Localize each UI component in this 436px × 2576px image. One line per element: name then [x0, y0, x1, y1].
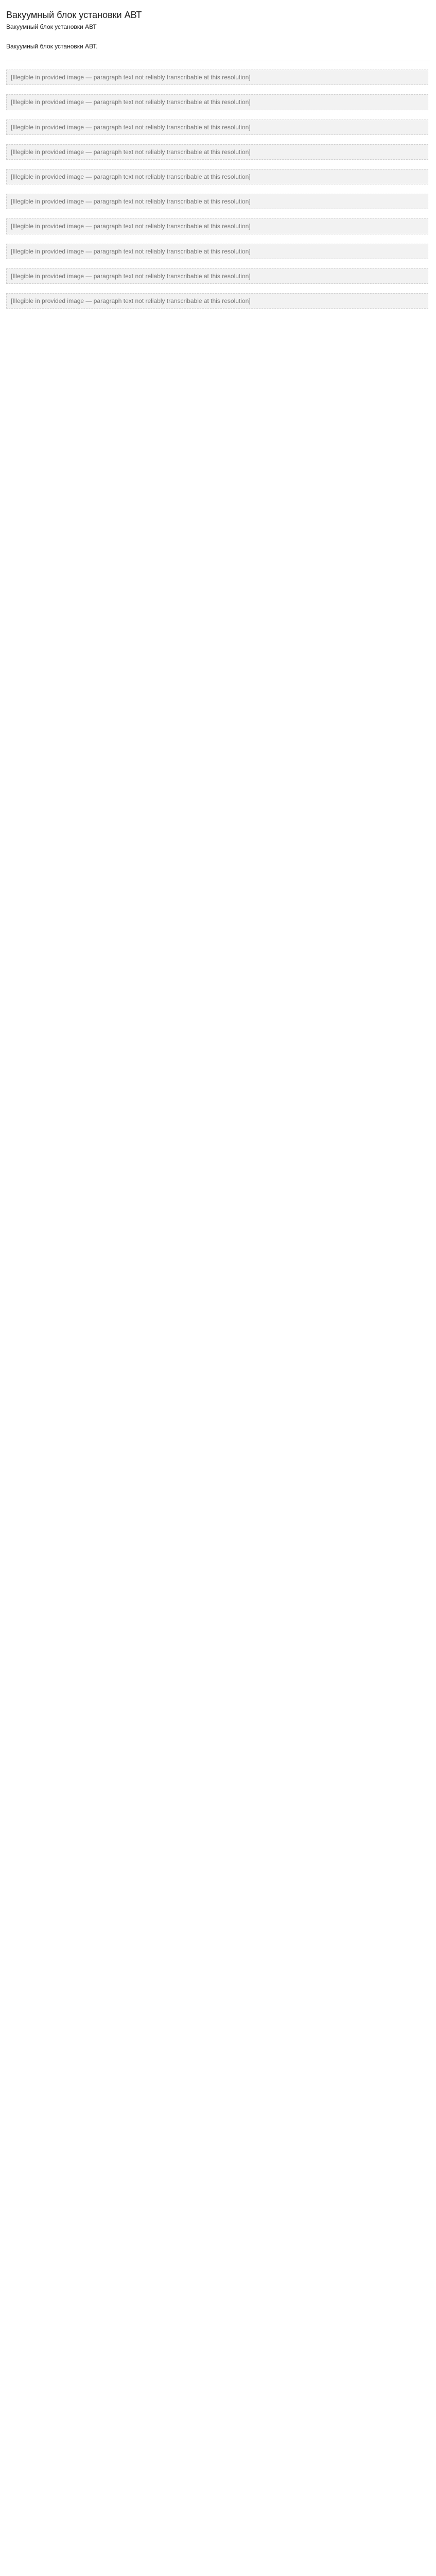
paragraph-section [6, 94, 430, 110]
paragraph-text: [Illegible in provided image — paragraph text not reliably transcribable at this resolution] [6, 70, 428, 85]
paragraph [6, 194, 428, 209]
paragraph [6, 94, 428, 110]
page-subtitle: Вакуумный блок установки АВТ [6, 23, 97, 30]
paragraph-section [6, 268, 430, 284]
paragraph-text: [Illegible in provided image — paragraph text not reliably transcribable at this resolution] [6, 268, 428, 284]
page-title: Вакуумный блок установки АВТ [6, 10, 142, 20]
paragraph [6, 169, 428, 184]
paragraph [6, 293, 428, 309]
paragraph-section [6, 194, 430, 209]
paragraph [6, 268, 428, 284]
document-body [6, 70, 430, 309]
paragraph [6, 218, 428, 234]
paragraph [6, 244, 428, 259]
paragraph-section [6, 218, 430, 234]
paragraph-section [6, 169, 430, 184]
paragraph [6, 120, 428, 135]
paragraph-text: [Illegible in provided image — paragraph text not reliably transcribable at this resolution] [6, 94, 428, 110]
paragraph-text: [Illegible in provided image — paragraph text not reliably transcribable at this resolution] [6, 244, 428, 259]
paragraph-text: [Illegible in provided image — paragraph text not reliably transcribable at this resolution] [6, 120, 428, 135]
paragraph-text: [Illegible in provided image — paragraph text not reliably transcribable at this resolution] [6, 169, 428, 184]
paragraph-text: [Illegible in provided image — paragraph text not reliably transcribable at this resolution] [6, 218, 428, 234]
paragraph-section [6, 293, 430, 309]
paragraph-text: [Illegible in provided image — paragraph text not reliably transcribable at this resolution] [6, 144, 428, 160]
section-heading: Вакуумный блок установки АВТ. [6, 43, 98, 50]
paragraph [6, 144, 428, 160]
paragraph [6, 70, 428, 85]
paragraph-section [6, 70, 430, 85]
paragraph-text: [Illegible in provided image — paragraph text not reliably transcribable at this resolution] [6, 293, 428, 309]
paragraph-section [6, 144, 430, 160]
paragraph-section [6, 120, 430, 135]
paragraph-text: [Illegible in provided image — paragraph text not reliably transcribable at this resolution] [6, 194, 428, 209]
paragraph-section [6, 244, 430, 259]
